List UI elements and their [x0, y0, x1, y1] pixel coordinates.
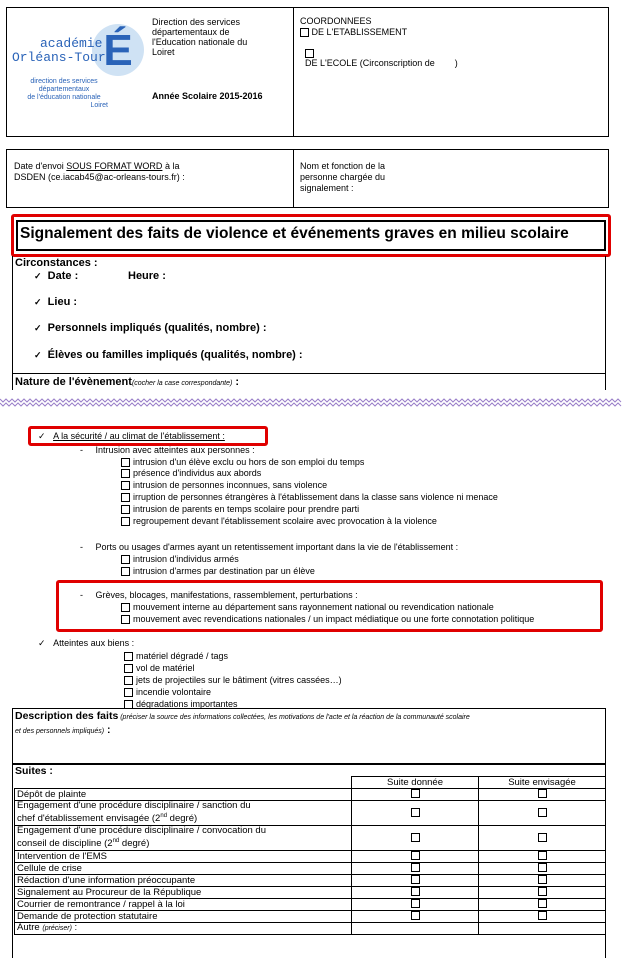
- logo-line2: Orléans-Tours: [12, 50, 114, 65]
- suites-heading: Suites :: [15, 765, 53, 777]
- table-row: [15, 826, 606, 851]
- logo-sub3: de l'éducation nationale: [27, 94, 101, 101]
- cell-envisagee[interactable]: [479, 911, 606, 923]
- checkbox[interactable]: [121, 469, 130, 478]
- check-icon: ✓: [34, 323, 42, 333]
- checkbox[interactable]: [538, 808, 547, 817]
- row-label-line2-end: degré): [167, 813, 198, 825]
- table-row: [15, 911, 606, 923]
- option-row[interactable]: [124, 687, 211, 697]
- checkbox[interactable]: [121, 481, 130, 490]
- option-label: irruption de personnes étrangères à l'établissement dans la classe sans violence ni menace: [133, 492, 498, 502]
- coord-etab-label: DE L'ETABLISSEMENT: [311, 27, 408, 37]
- logo-line1: académie: [40, 36, 103, 51]
- cell-envisagee[interactable]: [479, 923, 606, 935]
- check-icon: ✓: [38, 431, 46, 441]
- cell-donnee[interactable]: [352, 851, 479, 863]
- table-row: [15, 923, 606, 935]
- option-label: incendie volontaire: [136, 687, 212, 697]
- coord-etab-row[interactable]: [300, 27, 407, 37]
- nom-text: [300, 161, 385, 194]
- option-row[interactable]: [121, 554, 239, 564]
- option-label: intrusion d'armes par destination par un élève: [133, 566, 315, 576]
- check-icon: ✓: [38, 638, 46, 648]
- checkbox[interactable]: [121, 555, 130, 564]
- option-row[interactable]: [121, 457, 364, 467]
- envoi-pre: Date d'envoi: [14, 161, 67, 171]
- option-label: regroupement devant l'établissement scolaire avec provocation à la violence: [133, 516, 437, 526]
- checkbox[interactable]: [300, 28, 309, 37]
- checkbox[interactable]: [121, 603, 130, 612]
- armes-text: Ports ou usages d'armes ayant un retentissement important dans la vie de l'établissement :: [95, 542, 459, 552]
- autre-hint: (préciser): [42, 925, 72, 932]
- check-icon: ✓: [34, 271, 42, 281]
- cell-donnee[interactable]: [352, 911, 479, 923]
- option-row[interactable]: [121, 468, 261, 478]
- checkbox[interactable]: [538, 833, 547, 842]
- circ-heure: Heure :: [128, 270, 166, 282]
- checkbox[interactable]: [411, 911, 420, 920]
- coord-ecole-label: DE L'ECOLE (Circonscription de ): [305, 58, 458, 69]
- direction-text: [152, 17, 247, 57]
- autre-label: Autre: [17, 922, 40, 933]
- checkbox[interactable]: [124, 676, 133, 685]
- description-hint: et des personnels impliqués): [15, 728, 105, 735]
- checkbox[interactable]: [305, 49, 314, 58]
- row-label: Demande de protection statutaire: [15, 911, 352, 923]
- row-label-line1: Engagement d'une procédure disciplinaire / convocation du: [17, 825, 266, 837]
- cell-envisagee[interactable]: [479, 863, 606, 875]
- checkbox[interactable]: [411, 875, 420, 884]
- coord-title: COORDONNEES: [300, 16, 372, 26]
- academie-logo: [10, 14, 145, 124]
- checkbox[interactable]: [124, 664, 133, 673]
- checkbox[interactable]: [538, 911, 547, 920]
- circ-date-row: [34, 270, 78, 282]
- option-label: intrusion d'individus armés: [133, 554, 239, 564]
- autre-colon: :: [71, 922, 78, 933]
- cell-envisagee[interactable]: [479, 899, 606, 911]
- cell-donnee[interactable]: [352, 887, 479, 899]
- checkbox[interactable]: [411, 789, 420, 798]
- cell-envisagee[interactable]: [479, 875, 606, 887]
- nature-divider: [12, 373, 606, 374]
- checkbox[interactable]: [411, 808, 420, 817]
- nom-line: personne chargée du: [300, 172, 386, 182]
- row-label: [15, 826, 352, 851]
- option-row[interactable]: [121, 492, 498, 502]
- row-label: Courrier de remontrance / rappel à la loi: [15, 899, 352, 911]
- option-row[interactable]: [124, 675, 342, 685]
- option-row[interactable]: [121, 516, 437, 526]
- checkbox[interactable]: [538, 875, 547, 884]
- table-row: [15, 887, 606, 899]
- coord-ecole-row[interactable]: [300, 38, 458, 68]
- circ-date: Date :: [47, 270, 79, 282]
- suites-table: [14, 776, 606, 935]
- checkbox[interactable]: [411, 851, 420, 860]
- securite-row: [38, 431, 225, 442]
- intrusion-text: Intrusion avec atteintes aux personnes :: [95, 445, 255, 455]
- row-label-sup: nd: [160, 813, 168, 820]
- envoi-divider-v: [293, 149, 294, 208]
- circ-lieu-row: [34, 296, 77, 308]
- logo-sub: [10, 78, 118, 110]
- checkbox[interactable]: [411, 887, 420, 896]
- checkbox[interactable]: [121, 517, 130, 526]
- greves-label: - Grèves, blocages, manifestations, rassemblement, perturbations :: [80, 590, 358, 600]
- table-header-empty: [15, 777, 352, 789]
- row-label: [15, 923, 352, 935]
- circ-lieu: Lieu :: [47, 296, 78, 308]
- option-label: mouvement interne au département sans rayonnement national ou revendication nationale: [133, 602, 494, 612]
- circ-eleves: Élèves ou familles impliqués (qualités, nombre) :: [47, 349, 303, 361]
- table-row: [15, 801, 606, 826]
- envoi-post: à la: [162, 161, 180, 171]
- table-row: [15, 875, 606, 887]
- row-label: Intervention de l'EMS: [15, 851, 352, 863]
- option-label: intrusion d'un élève exclu ou hors de son emploi du temps: [133, 457, 365, 467]
- checkbox[interactable]: [121, 458, 130, 467]
- cell-envisagee[interactable]: [479, 851, 606, 863]
- checkbox[interactable]: [538, 863, 547, 872]
- checkbox[interactable]: [121, 493, 130, 502]
- armes-label: - Ports ou usages d'armes ayant un retentissement important dans la vie de l'établissement :: [80, 542, 459, 552]
- circ-personnels: Personnels impliqués (qualités, nombre) :: [47, 322, 267, 334]
- logo-sub1: direction des services: [30, 78, 98, 85]
- securite-label: A la sécurité / au climat de l'établissement :: [53, 431, 225, 441]
- check-icon: ✓: [34, 350, 42, 360]
- logo-sub4: Loiret: [90, 102, 108, 109]
- cell-donnee[interactable]: [352, 875, 479, 887]
- biens-row: [38, 638, 134, 649]
- cell-donnee[interactable]: [352, 899, 479, 911]
- checkbox[interactable]: [124, 688, 133, 697]
- option-label: vol de matériel: [136, 663, 195, 673]
- nom-line: signalement :: [300, 183, 354, 193]
- logo-letter: É: [92, 24, 144, 76]
- envoi-format: SOUS FORMAT WORD: [66, 161, 163, 171]
- nature-hint: (cocher la case correspondante): [131, 380, 233, 387]
- table-header-row: [15, 777, 606, 789]
- envoi-email: DSDEN (ce.iacab45@ac-orleans-tours.fr) :: [14, 172, 185, 182]
- cell-envisagee[interactable]: [479, 826, 606, 851]
- page-cut-zigzag: [0, 396, 623, 410]
- cell-envisagee[interactable]: [479, 789, 606, 801]
- option-row[interactable]: [124, 651, 228, 661]
- nature-label-row: [15, 376, 239, 388]
- col-suite-donnee: Suite donnée: [352, 777, 479, 789]
- checkbox[interactable]: [411, 899, 420, 908]
- biens-label: Atteintes aux biens :: [53, 638, 135, 648]
- direction-line: Loiret: [152, 47, 175, 57]
- option-row[interactable]: [124, 663, 195, 673]
- option-label: matériel dégradé / tags: [136, 651, 229, 661]
- option-label: intrusion de personnes inconnues, sans violence: [133, 480, 328, 490]
- option-label: intrusion de parents en temps scolaire pour prendre parti: [133, 504, 360, 514]
- circ-personnels-row: [34, 322, 267, 334]
- checkbox[interactable]: [538, 851, 547, 860]
- row-label-line2: chef d'établissement envisagée (2: [17, 813, 161, 825]
- checkbox[interactable]: [411, 863, 420, 872]
- nature-colon: :: [232, 376, 240, 388]
- logo-sub2: départementaux: [38, 86, 90, 93]
- checkbox[interactable]: [411, 833, 420, 842]
- school-year: Année Scolaire 2015-2016: [152, 91, 263, 101]
- nature-label: Nature de l'évènement: [15, 376, 132, 388]
- table-row: [15, 899, 606, 911]
- row-label-line2: conseil de discipline (2: [17, 838, 113, 850]
- description-hint: (préciser la source des informations collectées, les motivations de l'acte et la réaction de la communauté scolaire: [118, 714, 470, 721]
- table-row: [15, 863, 606, 875]
- check-icon: ✓: [34, 297, 42, 307]
- option-row[interactable]: [121, 614, 534, 624]
- option-label: dégradations importantes: [136, 699, 238, 709]
- nom-line: Nom et fonction de la: [300, 161, 386, 171]
- checkbox[interactable]: [121, 505, 130, 514]
- checkbox[interactable]: [538, 899, 547, 908]
- checkbox[interactable]: [121, 567, 130, 576]
- direction-line: Direction des services: [152, 17, 241, 27]
- page-title: Signalement des faits de violence et événements graves en milieu scolaire: [20, 225, 569, 242]
- direction-line: l'Education nationale du: [152, 37, 248, 47]
- option-row[interactable]: [121, 566, 315, 576]
- cell-donnee[interactable]: [352, 863, 479, 875]
- row-label: Signalement au Procureur de la République: [15, 887, 352, 899]
- direction-line: départementaux de: [152, 27, 230, 37]
- cell-donnee[interactable]: [352, 789, 479, 801]
- intrusion-label: - Intrusion avec atteintes aux personnes :: [80, 445, 255, 455]
- checkbox[interactable]: [121, 615, 130, 624]
- checkbox[interactable]: [124, 652, 133, 661]
- option-row[interactable]: [121, 504, 359, 514]
- row-label-line2-end: degré): [119, 838, 150, 850]
- option-row[interactable]: [121, 602, 494, 612]
- cell-envisagee[interactable]: [479, 887, 606, 899]
- cell-donnee[interactable]: [352, 826, 479, 851]
- description-label-row: [15, 710, 603, 738]
- description-label: Description des faits: [15, 710, 119, 722]
- greves-text: Grèves, blocages, manifestations, rassemblement, perturbations :: [95, 590, 358, 600]
- cell-donnee[interactable]: [352, 923, 479, 935]
- row-label-sup: nd: [112, 838, 120, 845]
- option-label: présence d'individus aux abords: [133, 468, 262, 478]
- row-label-line1: Engagement d'une procédure disciplinaire / sanction du: [17, 800, 251, 812]
- row-label: Cellule de crise: [15, 863, 352, 875]
- circ-heading: Circonstances :: [15, 257, 98, 269]
- envoi-text: [14, 161, 185, 183]
- table-row: [15, 851, 606, 863]
- option-row[interactable]: [121, 480, 327, 490]
- checkbox[interactable]: [538, 789, 547, 798]
- cell-donnee[interactable]: [352, 801, 479, 826]
- header-divider-v: [293, 7, 294, 137]
- row-label: Rédaction d'une information préoccupante: [15, 875, 352, 887]
- circ-eleves-row: [34, 349, 303, 361]
- checkbox[interactable]: [538, 887, 547, 896]
- row-label: [15, 801, 352, 826]
- row-label: Dépôt de plainte: [15, 789, 352, 801]
- description-colon: :: [104, 724, 111, 736]
- col-suite-envisagee: Suite envisagée: [479, 777, 606, 789]
- option-label: jets de projectiles sur le bâtiment (vitres cassées…): [136, 675, 342, 685]
- table-row: [15, 789, 606, 801]
- cell-envisagee[interactable]: [479, 801, 606, 826]
- option-label: mouvement avec revendications nationales / un impact médiatique ou une forte connotation politique: [133, 614, 535, 624]
